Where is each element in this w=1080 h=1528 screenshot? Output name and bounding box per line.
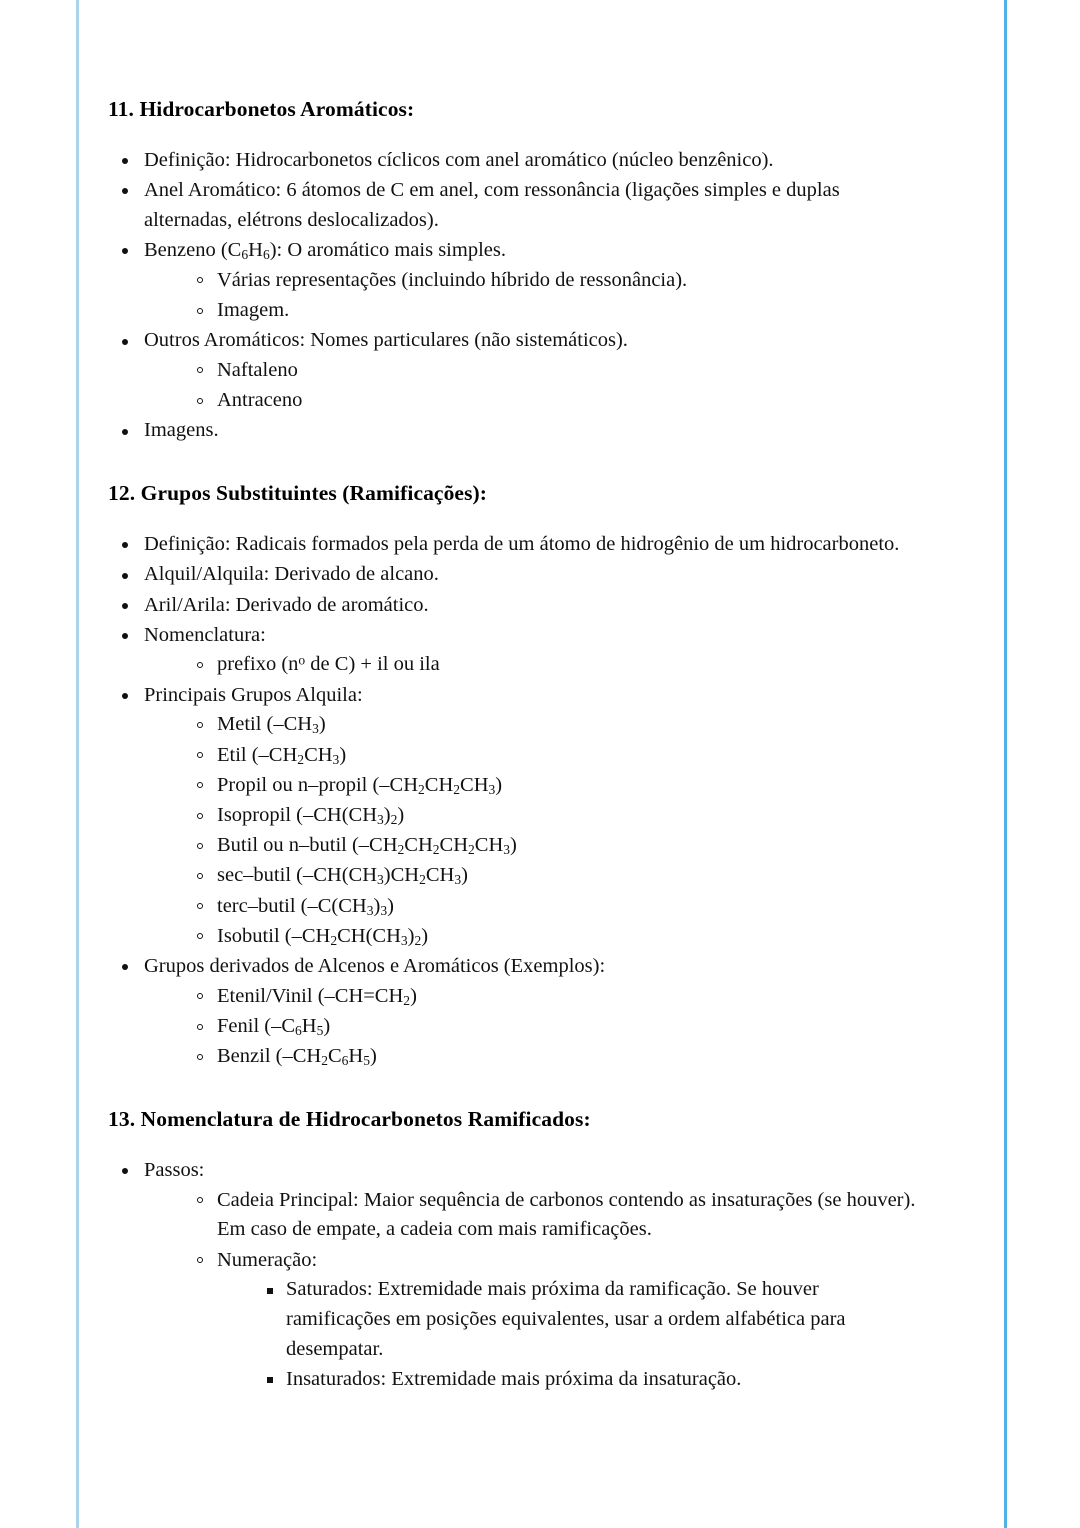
circle-bullet-icon (197, 813, 203, 819)
list-item (184, 1246, 920, 1395)
bullet-list-level-2 (184, 266, 920, 326)
circle-bullet-icon (197, 1054, 203, 1060)
circle-bullet-icon (197, 873, 203, 879)
bullet-list-level-3 (255, 1275, 920, 1394)
disc-bullet-icon (122, 693, 128, 699)
square-bullet-icon (267, 1377, 273, 1383)
disc-bullet-icon (122, 248, 128, 254)
list-item-text: prefixo ($n^o$ de C) + il ou ila (217, 652, 440, 676)
list-item (108, 146, 920, 176)
list-item-text: Grupos derivados de Alcenos e Aromáticos (Exemplos): (144, 955, 606, 978)
disc-bullet-icon (122, 158, 128, 164)
list-item-text: Metil $(-CH_3)$ (217, 713, 326, 737)
list-item (108, 236, 920, 326)
list-item (184, 650, 920, 680)
list-item (108, 416, 920, 446)
list-item (184, 1042, 920, 1072)
list-item-text: Naftaleno (217, 358, 298, 381)
bullet-list-level-2 (184, 1186, 920, 1395)
bullet-list-level-1 (108, 1156, 920, 1395)
list-item-text: Benzil $(-CH_2C_6H_5)$ (217, 1045, 377, 1069)
list-item-text: Numeração: (217, 1248, 318, 1271)
circle-bullet-icon (197, 367, 203, 373)
disc-bullet-icon (122, 964, 128, 970)
bullet-list-level-1 (108, 146, 920, 446)
list-item (184, 266, 920, 296)
list-item (255, 1275, 920, 1364)
disc-bullet-icon (122, 429, 128, 435)
list-item-text: Insaturados: Extremidade mais próxima da insaturação. (286, 1367, 742, 1390)
list-item-text: Butil ou n–butil $(-CH_2CH_2CH_2CH_3)$ (217, 834, 517, 858)
list-item (184, 1186, 920, 1245)
list-item-text: Isopropil $(-CH(CH_3)_2)$ (217, 804, 405, 827)
list-item-text: Nomenclatura: (144, 623, 266, 646)
section-body (108, 1156, 920, 1395)
list-item (184, 892, 920, 922)
list-item (184, 831, 920, 861)
bullet-list-level-2 (184, 710, 920, 951)
list-item (108, 952, 920, 1072)
list-item (108, 621, 920, 680)
list-item (184, 386, 920, 416)
right-margin-rule (1004, 0, 1007, 1528)
list-item (108, 176, 920, 235)
list-item-text: Anel Aromático: 6 átomos de C em anel, com ressonância (ligações simples e duplas alternadas, elétrons deslocalizados). (144, 179, 840, 231)
disc-bullet-icon (122, 1168, 128, 1174)
circle-bullet-icon (197, 782, 203, 788)
disc-bullet-icon (122, 339, 128, 345)
list-item-text: Etenil/Vinil $(-CH=CH_2)$ (217, 984, 417, 1008)
section-heading: 13. Nomenclatura de Hidrocarbonetos Ramificados: (108, 1107, 591, 1131)
disc-bullet-icon (122, 188, 128, 194)
circle-bullet-icon (197, 722, 203, 728)
bullet-list-level-2 (184, 356, 920, 416)
left-margin-rule (76, 0, 79, 1528)
list-item (184, 741, 920, 771)
list-item (184, 982, 920, 1012)
section-heading: 12. Grupos Substituintes (Ramificações): (108, 481, 488, 506)
disc-bullet-icon (122, 573, 128, 579)
circle-bullet-icon (197, 277, 203, 283)
section-body (108, 530, 920, 1072)
square-bullet-icon (267, 1288, 273, 1294)
list-item (108, 1156, 920, 1395)
bullet-list-level-2 (184, 982, 920, 1072)
section-heading: 11. Hidrocarbonetos Aromáticos: (108, 97, 415, 121)
list-item-text: Outros Aromáticos: Nomes particulares (não sistemáticos). (144, 329, 628, 352)
list-item (255, 1365, 920, 1395)
circle-bullet-icon (197, 752, 203, 758)
circle-bullet-icon (197, 308, 203, 314)
list-item-text: Propil ou n–propil $(-CH_2CH_2CH_3)$ (217, 773, 503, 797)
document-content (108, 96, 920, 1395)
list-item (184, 356, 920, 386)
disc-bullet-icon (122, 633, 128, 639)
list-item (184, 710, 920, 740)
list-item (108, 591, 920, 621)
circle-bullet-icon (197, 903, 203, 909)
list-item-text: Benzeno $(C_6H_6)$: O aromático mais simples. (144, 239, 506, 263)
list-item (184, 861, 920, 891)
circle-bullet-icon (197, 398, 203, 404)
list-item-text: Cadeia Principal: Maior sequência de carbonos contendo as insaturações (se houver). Em caso de empate, a cadeia com mais ramificações. (217, 1188, 916, 1241)
document-section (108, 480, 920, 1072)
bullet-list-level-2 (184, 650, 920, 680)
circle-bullet-icon (197, 843, 203, 849)
list-item-text: Definição: Hidrocarbonetos cíclicos com anel aromático (núcleo benzênico). (144, 148, 774, 171)
list-item (108, 326, 920, 416)
list-item-text: Principais Grupos Alquila: (144, 683, 363, 706)
list-item-text: Passos: (144, 1158, 205, 1181)
list-item-text: Imagem. (217, 299, 290, 322)
list-item-text: Etil $(-CH_2CH_3)$ (217, 743, 347, 767)
disc-bullet-icon (122, 542, 128, 548)
list-item-text: sec–butil $(-CH(CH_3)CH_2CH_3)$ (217, 864, 468, 888)
list-item (184, 771, 920, 801)
disc-bullet-icon (122, 603, 128, 609)
document-section (108, 96, 920, 446)
list-item (184, 922, 920, 952)
list-item (184, 296, 920, 326)
list-item-text: Alquil/Alquila: Derivado de alcano. (144, 563, 439, 586)
list-item-text: Saturados: Extremidade mais próxima da ramificação. Se houver ramificações em posições equivalentes, usar a ordem alfabética para desempatar. (286, 1278, 846, 1360)
list-item-text: terc–butil $(-C(CH_3)_3)$ (217, 894, 394, 918)
list-item (108, 560, 920, 590)
circle-bullet-icon (197, 1024, 203, 1030)
list-item-text: Imagens. (144, 419, 219, 442)
circle-bullet-icon (197, 993, 203, 999)
circle-bullet-icon (197, 1257, 203, 1263)
document-section (108, 1106, 920, 1395)
list-item (108, 681, 920, 952)
list-item (184, 801, 920, 831)
list-item (108, 530, 920, 560)
circle-bullet-icon (197, 1197, 203, 1203)
list-item-text: Aril/Arila: Derivado de aromático. (144, 593, 429, 616)
list-item-text: Definição: Radicais formados pela perda de um átomo de hidrogênio de um hidrocarboneto. (144, 533, 900, 556)
list-item-text: Isobutil $(-CH_2CH(CH_3)_2)$ (217, 924, 429, 948)
section-body (108, 146, 920, 446)
circle-bullet-icon (197, 662, 203, 668)
list-item-text: Antraceno (217, 389, 303, 412)
circle-bullet-icon (197, 933, 203, 939)
list-item (184, 1012, 920, 1042)
bullet-list-level-1 (108, 530, 920, 1072)
list-item-text: Fenil $(-C_6H_5)$ (217, 1015, 331, 1039)
list-item-text: Várias representações (incluindo híbrido de ressonância). (217, 268, 688, 291)
